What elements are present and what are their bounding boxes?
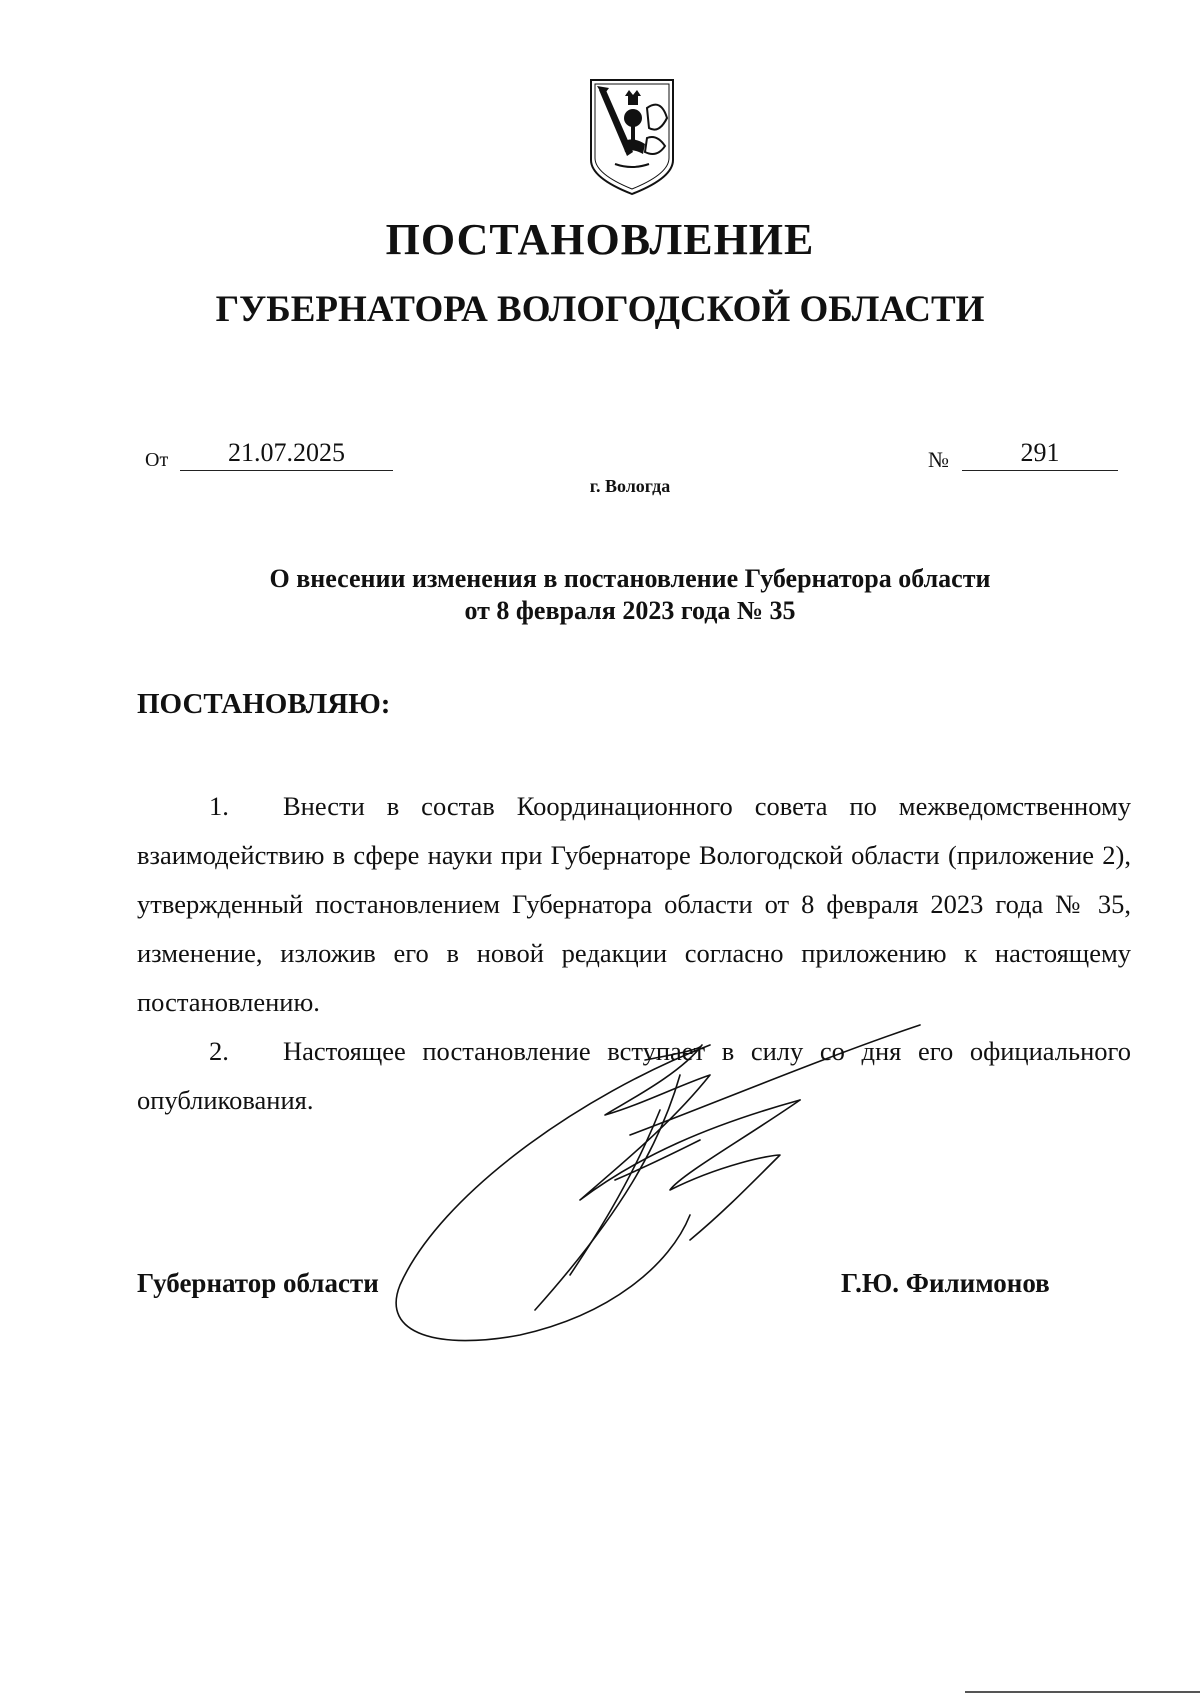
document-subject [0, 563, 1200, 627]
document-number: 291 [962, 436, 1118, 471]
paragraph-1 [137, 782, 1131, 1027]
signatory-position: Губернатор области [137, 1268, 379, 1298]
scan-edge-line [965, 1691, 1200, 1693]
signatory-name: Г.Ю. Филимонов [841, 1268, 1050, 1298]
paragraph-text: Внести в состав Координационного совета по межведомственному взаимодействию в сфере науки при Губернаторе Вологодской области (приложение 2), утвержденный постановлением Губернатора области от 8 февраля 2023 года № 35, изменение, изложив его в новой редакции согласно приложению к настоящему постановлению. [137, 791, 1131, 1017]
subject-line-1: О внесении изменения в постановление Губернатора области [269, 564, 991, 593]
document-city: г. Вологда [589, 476, 671, 496]
coat-of-arms-icon [587, 78, 677, 196]
paragraph-text: Настоящее постановление вступает в силу со дня его официального опубликования. [137, 1036, 1131, 1115]
document-date: 21.07.2025 [180, 436, 393, 471]
paragraph-number: 2. [209, 1036, 229, 1066]
handwritten-signature [380, 1015, 970, 1355]
date-label: От [145, 449, 169, 471]
decree-heading: ПОСТАНОВЛЯЮ: [137, 688, 391, 720]
document-type-title: ПОСТАНОВЛЕНИЕ [385, 215, 815, 264]
subject-line-2: от 8 февраля 2023 года № 35 [464, 596, 796, 625]
number-label: № [928, 447, 949, 472]
issuing-authority-title: ГУБЕРНАТОРА ВОЛОГОДСКОЙ ОБЛАСТИ [215, 289, 985, 330]
paragraph-number: 1. [209, 791, 229, 821]
